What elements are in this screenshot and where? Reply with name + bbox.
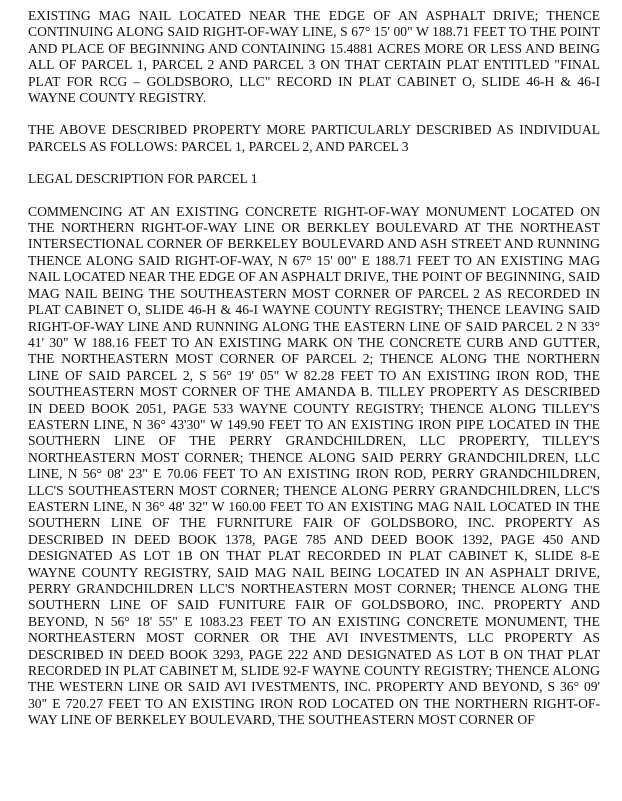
closing-paragraph: EXISTING MAG NAIL LOCATED NEAR THE EDGE OF AN ASPHALT DRIVE; THENCE CONTINUING ALONG SAID RIGHT-OF-WAY LINE, S 67° 15' 00" W 188.71 FEET TO THE POINT AND PLACE OF BEGINNING AND CONTAINING 15.4881 ACRES MORE OR LESS AND BEING ALL OF PARCEL 1, PARCEL 2 AND PARCEL 3 ON THAT CERTAIN PLAT ENTITLED "FINAL PLAT FOR RCG – GOLDSBORO, LLC" RECORD IN PLAT CABINET O, SLIDE 46-H & 46-I WAYNE COUNTY REGISTRY. xyxy=(28,8,600,106)
parcel-1-heading: LEGAL DESCRIPTION FOR PARCEL 1 xyxy=(28,171,258,187)
document-page xyxy=(28,8,600,745)
parcel-1-description: COMMENCING AT AN EXISTING CONCRETE RIGHT-OF-WAY MONUMENT LOCATED ON THE NORTHERN RIGHT-OF-WAY LINE OR BERKLEY BOULEVARD AT THE NORTHEAST INTERSECTIONAL CORNER OF BERKELEY BOULEVARD AND ASH STREET AND RUNNING THENCE ALONG SAID RIGHT-OF-WAY, N 67° 15' 00" E 188.71 FEET TO AN EXISTING MAG NAIL LOCATED NEAR THE EDGE OF AN ASPHALT DRIVE, THE POINT OF BEGINNING, SAID MAG NAIL BEING THE SOUTHEASTERN MOST CORNER OF PARCEL 2 AS RECORDED IN PLAT CABINET O, SLIDE 46-H & 46-I WAYNE COUNTY REGISTRY; THENCE LEAVING SAID RIGHT-OF-WAY LINE AND RUNNING ALONG THE EASTERN LINE OF SAID PARCEL 2 N 33° 41' 30" W 188.16 FEET TO AN EXISTING MARK ON THE CONCRETE CURB AND GUTTER, THE NORTHEASTERN MOST CORNER OF PARCEL 2; THENCE ALONG THE NORTHERN LINE OF SAID PARCEL 2, S 56° 19' 05" W 82.28 FEET TO AN EXISTING IRON ROD, THE SOUTHEASTERN MOST CORNER OF THE AMANDA B. TILLEY PROPERTY AS DESCRIBED IN DEED BOOK 2051, PAGE 533 WAYNE COUNTY REGISTRY; THENCE ALONG TILLEY'S EASTERN LINE, N 36° 43'30" W 149.90 FEET TO AN EXISTING IRON PIPE LOCATED IN THE SOUTHERN LINE OF THE PERRY GRANDCHILDREN, LLC PROPERTY, TILLEY'S NORTHEASTERN MOST CORNER; THENCE ALONG SAID PERRY GRANDCHILDREN, LLC LINE, N 56° 08' 23" E 70.06 FEET TO AN EXISTING IRON ROD, PERRY GRANDCHILDREN, LLC'S SOUTHEASTERN MOST CORNER; THENCE ALONG PERRY GRANDCHILDREN, LLC'S EASTERN LINE, N 36° 48' 32" W 160.00 FEET TO AN EXISTING MAG NAIL LOCATED IN THE SOUTHERN LINE OF THE FURNITURE FAIR OF GOLDSBORO, INC. PROPERTY AS DESCRIBED IN DEED BOOK 1378, PAGE 785 AND DEED BOOK 1392, PAGE 450 AND DESIGNATED AS LOT 1B ON THAT PLAT RECORDED IN PLAT CABINET K, SLIDE 8-E WAYNE COUNTY REGISTRY, SAID MAG NAIL BEING LOCATED IN AN ASPHALT DRIVE, PERRY GRANDCHILDREN LLC'S NORTHEASTERN MOST CORNER; THENCE ALONG THE SOUTHERN LINE OF SAID FUNITURE FAIR OF GOLDSBORO, INC. PROPERTY AND BEYOND, N 56° 18' 55" E 1083.23 FEET TO AN EXISTING CONCRETE MONUMENT, THE NORTHEASTERN MOST CORNER OR THE AVI INVESTMENTS, LLC PROPERTY AS DESCRIBED IN DEED BOOK 3293, PAGE 222 AND DESIGNATED AS LOT B ON THAT PLAT RECORDED IN PLAT CABINET M, SLIDE 92-F WAYNE COUNTY REGISTRY; THENCE ALONG THE WESTERN LINE OR SAID AVI IVESTMENTS, INC. PROPERTY AND BEYOND, S 36° 09' 30" E 720.27 FEET TO AN EXISTING IRON ROD LOCATED ON THE NORTHERN RIGHT-OF-WAY LINE OF BERKELEY BOULEVARD, THE SOUTHEASTERN MOST CORNER OF xyxy=(28,203,600,728)
parcels-intro-paragraph: THE ABOVE DESCRIBED PROPERTY MORE PARTICULARLY DESCRIBED AS INDIVIDUAL PARCELS AS FOLLOWS: PARCEL 1, PARCEL 2, AND PARCEL 3 xyxy=(28,122,600,154)
